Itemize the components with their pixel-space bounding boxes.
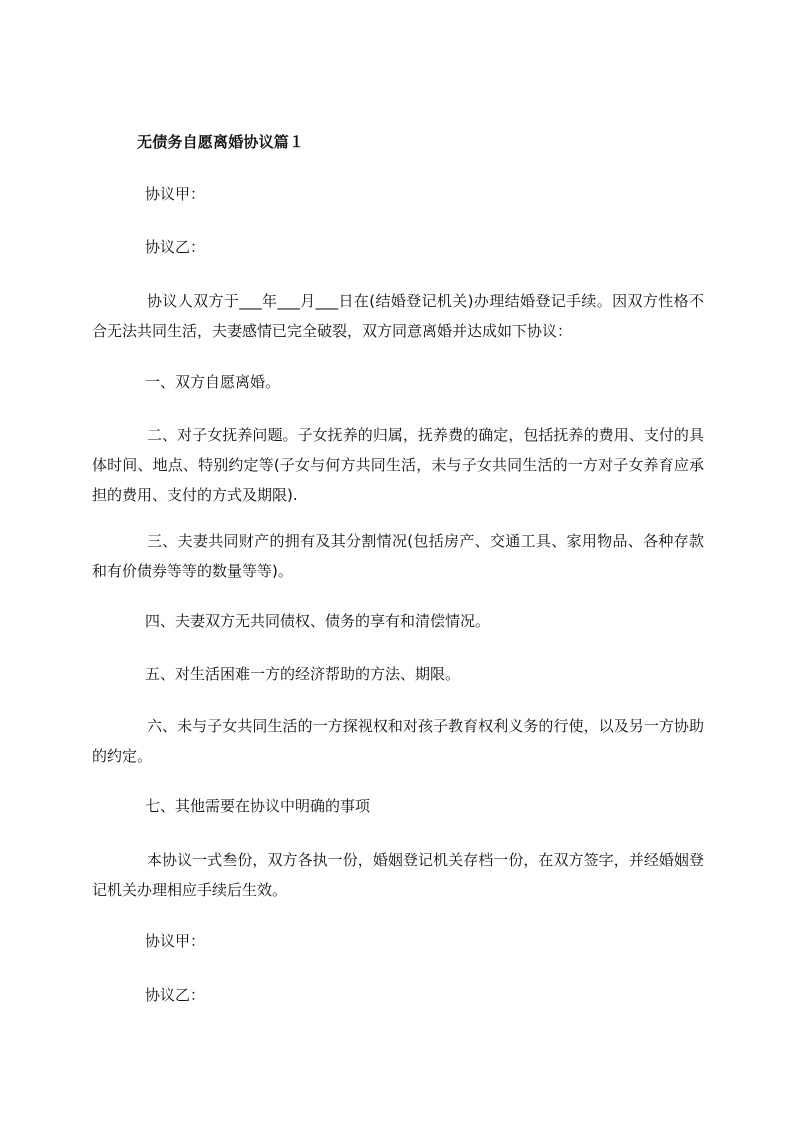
party-a-label-top: 协议甲： <box>145 185 206 203</box>
document-title: 无债务自愿离婚协议篇１ <box>137 133 305 151</box>
clause-1: 一、双方自愿离婚。 <box>145 373 281 391</box>
party-b-label-bottom: 协议乙： <box>145 986 206 1004</box>
clause-7: 七、其他需要在协议中明确的事项 <box>145 797 371 815</box>
clause-4: 四、夫妻双方无共同债权、债务的享有和清偿情况。 <box>145 612 491 630</box>
intro-paragraph: 协议人双方于___年___月___日在(结婚登记机关)办理结婚登记手续。因双方性格不合无法共同生活，夫妻感情已完全破裂，双方同意离婚并达成如下协议： <box>92 292 704 340</box>
clause-3: 三、夫妻共同财产的拥有及其分割情况(包括房产、交通工具、家用物品、各种存款和有价债券等等的数量等等)。 <box>92 532 704 580</box>
closing-paragraph: 本协议一式叁份，双方各执一份，婚姻登记机关存档一份，在双方签字，并经婚姻登记机关办理相应手续后生效。 <box>92 851 704 899</box>
clause-2: 二、对子女抚养问题。子女抚养的归属，抚养费的确定，包括抚养的费用、支付的具体时间、地点、特别约定等(子女与何方共同生活，未与子女共同生活的一方对子女养育应承担的费用、支付的方式及期限). <box>92 426 704 504</box>
party-a-label-bottom: 协议甲： <box>145 932 206 950</box>
clause-6: 六、未与子女共同生活的一方探视权和对孩子教育权利义务的行使，以及另一方协助的约定。 <box>92 717 704 765</box>
party-b-label-top: 协议乙： <box>145 238 206 256</box>
clause-5: 五、对生活困难一方的经济帮助的方法、期限。 <box>145 665 461 683</box>
